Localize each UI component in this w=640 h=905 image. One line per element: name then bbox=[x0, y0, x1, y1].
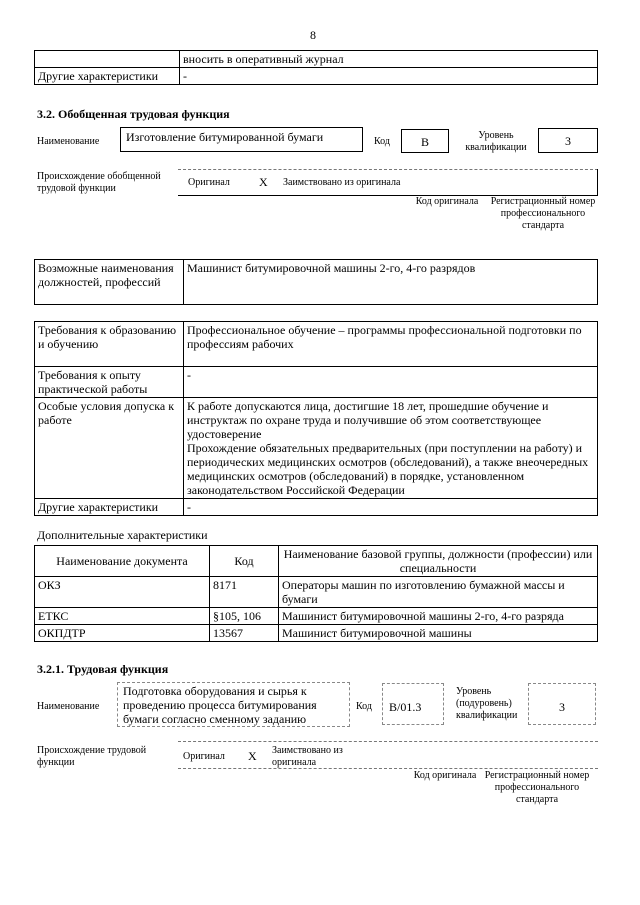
tf-borrowed-label: Заимствовано из оригинала bbox=[272, 745, 343, 768]
req-label: Требования к опыту практической работы bbox=[35, 367, 184, 398]
tf-level-value: 3 bbox=[559, 700, 565, 714]
additional-cell: 13567 bbox=[210, 625, 279, 642]
page-number: 8 bbox=[310, 28, 316, 42]
additional-cell: Машинист битумировочной машины 2-го, 4-го разряда bbox=[279, 608, 598, 625]
gtf-code-box bbox=[401, 129, 449, 153]
req-value: - bbox=[184, 499, 598, 516]
tf-name-value: Подготовка оборудования и сырья к проведению процесса битумирования бумаги согласно сменному заданию bbox=[123, 684, 317, 726]
top-table bbox=[34, 50, 598, 85]
level-label: Уровень квалификации bbox=[465, 130, 527, 153]
additional-header: Наименование базовой группы, должности (профессии) или специальности bbox=[279, 546, 598, 577]
tf-code-box bbox=[382, 683, 444, 725]
orig-code-caption: Код оригинала bbox=[415, 196, 479, 207]
gtf-code-value: В bbox=[420, 135, 429, 149]
original-label: Оригинал bbox=[188, 177, 230, 188]
top-table-label bbox=[35, 51, 180, 68]
additional-table bbox=[34, 545, 598, 642]
tf-reg-num-caption: Регистрационный номер профессионального стандарта bbox=[484, 770, 590, 805]
additional-cell: Операторы машин по изготовлению бумажной массы и бумаги bbox=[279, 577, 598, 608]
req-label: Особые условия допуска к работе bbox=[35, 398, 184, 499]
code-label: Код bbox=[374, 136, 390, 147]
req-value: К работе допускаются лица, достигшие 18 лет, прошедшие обучение и инструктаж по охране труда и получившие об этом соответствующее удостоверение Прохождение обязательных предварительных (при поступлении на работу) и периодических медицинских осмотров (обследований), а также внеочередных медицинских осмотров (обследований) в порядке, установленном законодательством Российской Федерации bbox=[184, 398, 598, 499]
positions-value: Машинист битумировочной машины 2-го, 4-го разрядов bbox=[184, 260, 598, 305]
req-label: Требования к образованию и обучению bbox=[35, 322, 184, 367]
additional-header: Наименование документа bbox=[35, 546, 210, 577]
additional-cell: §105, 106 bbox=[210, 608, 279, 625]
additional-cell: ЕТКС bbox=[35, 608, 210, 625]
gtf-name-value: Изготовление битумированной бумаги bbox=[126, 130, 324, 144]
top-table-label: Другие характеристики bbox=[35, 68, 180, 85]
tf-level-label: Уровень (подуровень) квалификации bbox=[456, 686, 518, 721]
tf-orig-code-caption: Код оригинала bbox=[413, 770, 477, 781]
additional-cell: 8171 bbox=[210, 577, 279, 608]
name-label: Наименование bbox=[37, 136, 100, 147]
section-title: 3.2. Обобщенная трудовая функция bbox=[37, 107, 230, 121]
gtf-level-box bbox=[538, 128, 598, 153]
top-table-value: вносить в оперативный журнал bbox=[180, 51, 598, 68]
req-value: - bbox=[184, 367, 598, 398]
gtf-name-box bbox=[120, 127, 363, 152]
tf-code-value: B/01.3 bbox=[389, 700, 422, 714]
top-table-value: - bbox=[180, 68, 598, 85]
tf-name-box bbox=[117, 682, 350, 727]
additional-cell: ОКЗ bbox=[35, 577, 210, 608]
tf-name-label: Наименование bbox=[37, 701, 100, 712]
gtf-level-value: 3 bbox=[565, 134, 571, 148]
tf-origin-label: Происхождение трудовой функции bbox=[37, 745, 147, 768]
tf-original-label: Оригинал bbox=[183, 751, 225, 762]
reg-num-caption: Регистрационный номер профессионального стандарта bbox=[490, 196, 596, 231]
requirements-table bbox=[34, 321, 598, 516]
additional-cell: ОКПДТР bbox=[35, 625, 210, 642]
positions-table bbox=[34, 259, 598, 305]
tf-original-mark: X bbox=[248, 749, 257, 763]
borrowed-label: Заимствовано из оригинала bbox=[283, 177, 401, 188]
positions-label: Возможные наименования должностей, профессий bbox=[35, 260, 184, 305]
req-value: Профессиональное обучение – программы профессиональной подготовки по профессиям рабочих bbox=[184, 322, 598, 367]
tf-level-box bbox=[528, 683, 596, 725]
tf-title: 3.2.1. Трудовая функция bbox=[37, 662, 169, 676]
additional-cell: Машинист битумировочной машины bbox=[279, 625, 598, 642]
additional-title: Дополнительные характеристики bbox=[37, 528, 208, 542]
origin-label: Происхождение обобщенной трудовой функции bbox=[37, 171, 161, 194]
original-mark: X bbox=[259, 175, 268, 189]
req-label: Другие характеристики bbox=[35, 499, 184, 516]
tf-code-label: Код bbox=[356, 701, 372, 712]
additional-header: Код bbox=[210, 546, 279, 577]
